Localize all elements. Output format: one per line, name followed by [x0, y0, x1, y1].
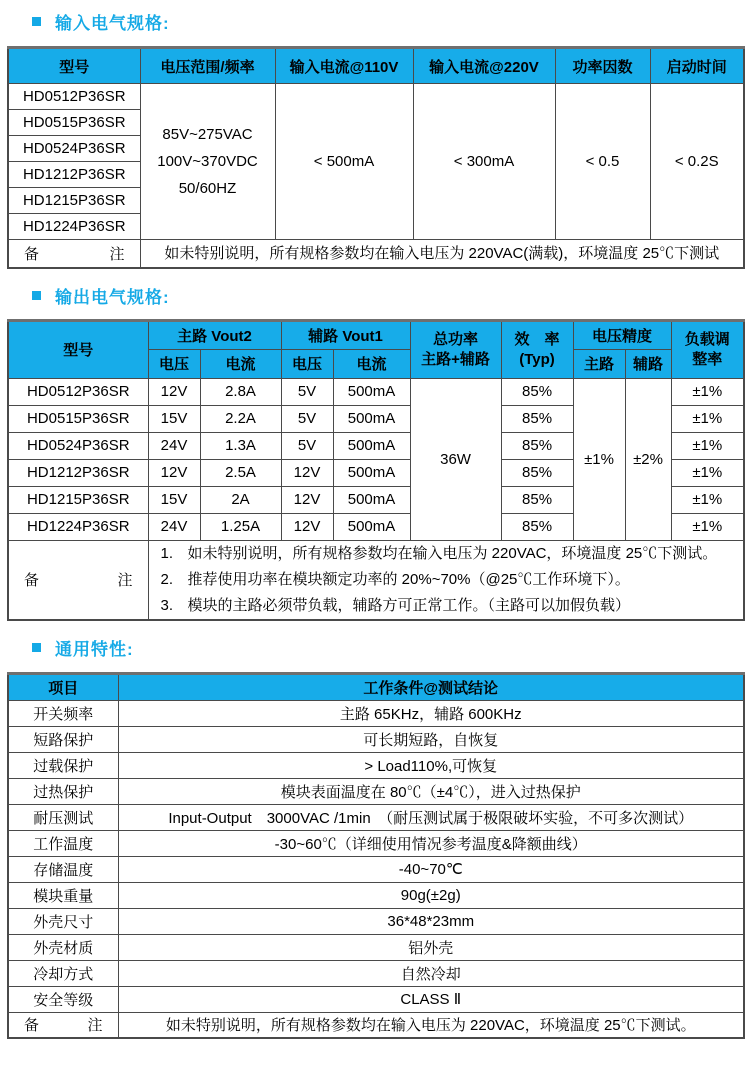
item-value-cell: -30~60℃（详细使用情况参考温度&降额曲线） — [118, 830, 744, 856]
main-voltage-cell: 24V — [148, 513, 200, 540]
note-label-char: 注 — [117, 572, 133, 589]
section-bullet-icon — [32, 291, 41, 300]
load-regulation-header-line: 整率 — [692, 350, 723, 368]
aux-current-cell: 500mA — [333, 432, 410, 459]
main-voltage-cell: 12V — [148, 378, 200, 405]
column-header: 功率因数 — [555, 48, 650, 84]
item-value-cell: Input-Output 3000VAC /1min （耐压测试属于极限破坏实验，不可多次测试） — [118, 804, 744, 830]
model-cell: HD1224P36SR — [8, 513, 148, 540]
header-row — [8, 48, 744, 84]
aux-voltage-cell: 5V — [281, 432, 333, 459]
main-current-cell: 2.2A — [200, 405, 281, 432]
model-cell: HD1212P36SR — [8, 162, 140, 188]
note-label-cell — [8, 540, 148, 620]
column-header-efficiency — [501, 320, 573, 378]
note-number: 3. — [160, 596, 174, 614]
input-spec-table — [7, 46, 745, 269]
column-header: 输入电流@220V — [413, 48, 555, 84]
section-header-output — [32, 285, 743, 307]
efficiency-header-line: 效 率 — [514, 330, 560, 348]
efficiency-header-line: (Typ) — [519, 350, 555, 368]
aux-current-cell: 500mA — [333, 513, 410, 540]
column-header: 启动时间 — [650, 48, 744, 84]
total-power-header-line: 主路+辅路 — [421, 350, 490, 368]
column-header-current: 电流 — [200, 349, 281, 378]
column-header-model: 型号 — [8, 320, 148, 378]
output-spec-table — [7, 319, 745, 621]
efficiency-cell: 85% — [501, 459, 573, 486]
note-cell — [148, 540, 744, 620]
voltage-range-line: 50/60HZ — [178, 180, 237, 197]
main-current-cell: 1.25A — [200, 513, 281, 540]
item-label-cell: 冷却方式 — [8, 960, 118, 986]
efficiency-cell: 85% — [501, 432, 573, 459]
column-header: 电压范围/频率 — [140, 48, 275, 84]
note-number: 2. — [160, 570, 174, 588]
main-voltage-cell: 24V — [148, 432, 200, 459]
table-row — [8, 804, 744, 830]
column-header-voltage: 电压 — [281, 349, 333, 378]
main-voltage-cell: 12V — [148, 459, 200, 486]
model-cell: HD0524P36SR — [8, 432, 148, 459]
main-current-cell: 1.3A — [200, 432, 281, 459]
note-label-char: 备 — [24, 245, 40, 263]
model-cell: HD0512P36SR — [8, 84, 140, 110]
item-value-cell: 铝外壳 — [118, 934, 744, 960]
table-row — [8, 934, 744, 960]
general-spec-table-head — [8, 673, 744, 700]
section-bullet-icon — [32, 643, 41, 652]
item-label-cell: 安全等级 — [8, 986, 118, 1012]
table-row — [8, 986, 744, 1012]
item-label-cell: 开关频率 — [8, 700, 118, 726]
section-title-general: 通用特性: — [55, 640, 134, 659]
item-label-cell: 过载保护 — [8, 752, 118, 778]
item-label-cell: 工作温度 — [8, 830, 118, 856]
table-row — [8, 1012, 744, 1038]
item-label-cell: 外壳尺寸 — [8, 908, 118, 934]
aux-voltage-cell: 12V — [281, 486, 333, 513]
aux-voltage-cell: 12V — [281, 513, 333, 540]
section-header-general — [32, 637, 743, 659]
note-line-text: 推荐使用功率在模块额定功率的 20%~70%（@25℃工作环境下）。 — [187, 570, 630, 588]
section-header-input — [32, 10, 743, 32]
note-row — [8, 240, 744, 268]
model-cell: HD1212P36SR — [8, 459, 148, 486]
column-header-accuracy-aux: 辅路 — [625, 349, 671, 378]
main-current-cell: 2.5A — [200, 459, 281, 486]
accuracy-main-cell: ±1% — [573, 378, 625, 540]
item-value-cell: CLASS Ⅱ — [118, 986, 744, 1012]
efficiency-cell: 85% — [501, 513, 573, 540]
column-header-main-group: 主路 Vout2 — [148, 320, 281, 349]
header-row — [8, 673, 744, 700]
load-regulation-cell: ±1% — [671, 459, 744, 486]
accuracy-aux-cell: ±2% — [625, 378, 671, 540]
main-current-cell: 2.8A — [200, 378, 281, 405]
column-header: 输入电流@110V — [275, 48, 413, 84]
general-spec-table — [7, 672, 745, 1040]
note-line — [149, 567, 744, 593]
table-row — [8, 378, 744, 405]
note-label-cell — [8, 240, 140, 268]
model-cell: HD0515P36SR — [8, 110, 140, 136]
power-factor-cell: < 0.5 — [555, 84, 650, 240]
load-regulation-cell: ±1% — [671, 486, 744, 513]
table-row — [8, 882, 744, 908]
note-label — [9, 1014, 118, 1035]
efficiency-cell: 85% — [501, 378, 573, 405]
column-header-accuracy-group: 电压精度 — [573, 320, 671, 349]
item-value-cell: 自然冷却 — [118, 960, 744, 986]
table-row — [8, 726, 744, 752]
note-label — [9, 569, 148, 590]
section-title-output: 输出电气规格: — [55, 288, 170, 307]
input-spec-table-body — [8, 84, 744, 268]
note-cell: 如未特别说明，所有规格参数均在输入电压为 220VAC(满载)，环境温度 25℃下测试 — [140, 240, 744, 268]
item-value-cell: 模块表面温度在 80℃（±4℃），进入过热保护 — [118, 778, 744, 804]
column-header-accuracy-main: 主路 — [573, 349, 625, 378]
note-label-char: 注 — [87, 1017, 103, 1035]
aux-current-cell: 500mA — [333, 378, 410, 405]
aux-voltage-cell: 12V — [281, 459, 333, 486]
note-label-char: 注 — [109, 245, 125, 263]
efficiency-cell: 85% — [501, 486, 573, 513]
section-title-input: 输入电气规格: — [55, 13, 170, 33]
item-label-cell: 外壳材质 — [8, 934, 118, 960]
main-current-cell: 2A — [200, 486, 281, 513]
output-spec-table-head — [8, 320, 744, 378]
table-row — [8, 778, 744, 804]
table-row — [8, 908, 744, 934]
model-cell: HD0524P36SR — [8, 136, 140, 162]
item-value-cell: 90g(±2g) — [118, 882, 744, 908]
load-regulation-cell: ±1% — [671, 513, 744, 540]
header-row — [8, 320, 744, 349]
note-line-text: 如未特别说明，所有规格参数均在输入电压为 220VAC，环境温度 25℃下测试。 — [187, 544, 718, 562]
voltage-range-line: 85V~275VAC — [162, 126, 253, 143]
general-spec-table-body — [8, 700, 744, 1038]
note-label-char: 备 — [24, 572, 40, 589]
table-row — [8, 700, 744, 726]
item-value-cell: 如未特别说明，所有规格参数均在输入电压为 220VAC，环境温度 25℃下测试。 — [118, 1012, 744, 1038]
aux-current-cell: 500mA — [333, 459, 410, 486]
aux-voltage-cell: 5V — [281, 378, 333, 405]
column-header-aux-group: 辅路 Vout1 — [281, 320, 410, 349]
aux-current-cell: 500mA — [333, 405, 410, 432]
model-cell: HD1224P36SR — [8, 214, 140, 240]
main-voltage-cell: 15V — [148, 486, 200, 513]
item-value-cell: > Load110%,可恢复 — [118, 752, 744, 778]
item-label-cell: 存储温度 — [8, 856, 118, 882]
aux-current-cell: 500mA — [333, 486, 410, 513]
column-header-load-regulation — [671, 320, 744, 378]
load-regulation-header-line: 负载调 — [684, 330, 730, 348]
item-value-cell: -40~70℃ — [118, 856, 744, 882]
voltage-range-cell — [140, 84, 275, 240]
output-spec-table-body — [8, 378, 744, 620]
input-spec-table-head — [8, 48, 744, 84]
model-cell: HD1215P36SR — [8, 188, 140, 214]
column-header: 工作条件@测试结论 — [118, 673, 744, 700]
table-row — [8, 84, 744, 110]
model-cell: HD1215P36SR — [8, 486, 148, 513]
total-power-cell: 36W — [410, 378, 501, 540]
column-header-voltage: 电压 — [148, 349, 200, 378]
input-current-110-cell: < 500mA — [275, 84, 413, 240]
item-label-cell: 短路保护 — [8, 726, 118, 752]
column-header-total-power — [410, 320, 501, 378]
load-regulation-cell: ±1% — [671, 378, 744, 405]
model-cell: HD0515P36SR — [8, 405, 148, 432]
note-label-char: 备 — [24, 1017, 40, 1035]
section-bullet-icon — [32, 17, 41, 26]
voltage-range-line: 100V~370VDC — [157, 153, 258, 170]
efficiency-cell: 85% — [501, 405, 573, 432]
note-line-text: 模块的主路必须带负载，辅路方可正常工作。（主路可以加假负载） — [187, 596, 631, 614]
column-header-current: 电流 — [333, 349, 410, 378]
startup-time-cell: < 0.2S — [650, 84, 744, 240]
aux-voltage-cell: 5V — [281, 405, 333, 432]
note-line — [149, 593, 744, 619]
item-label-cell: 耐压测试 — [8, 804, 118, 830]
column-header: 型号 — [8, 48, 140, 84]
table-row — [8, 830, 744, 856]
main-voltage-cell: 15V — [148, 405, 200, 432]
note-line — [149, 541, 744, 567]
model-cell: HD0512P36SR — [8, 378, 148, 405]
load-regulation-cell: ±1% — [671, 405, 744, 432]
item-label-cell — [8, 1012, 118, 1038]
item-value-cell: 主路 65KHz，辅路 600KHz — [118, 700, 744, 726]
table-row — [8, 960, 744, 986]
table-row — [8, 856, 744, 882]
note-number: 1. — [160, 544, 174, 562]
item-value-cell: 36*48*23mm — [118, 908, 744, 934]
load-regulation-cell: ±1% — [671, 432, 744, 459]
note-row — [8, 540, 744, 620]
item-label-cell: 模块重量 — [8, 882, 118, 908]
note-label — [9, 243, 140, 264]
column-header: 项目 — [8, 673, 118, 700]
item-value-cell: 可长期短路，自恢复 — [118, 726, 744, 752]
item-label-cell: 过热保护 — [8, 778, 118, 804]
table-row — [8, 752, 744, 778]
total-power-header-line: 总功率 — [433, 330, 479, 348]
input-current-220-cell: < 300mA — [413, 84, 555, 240]
